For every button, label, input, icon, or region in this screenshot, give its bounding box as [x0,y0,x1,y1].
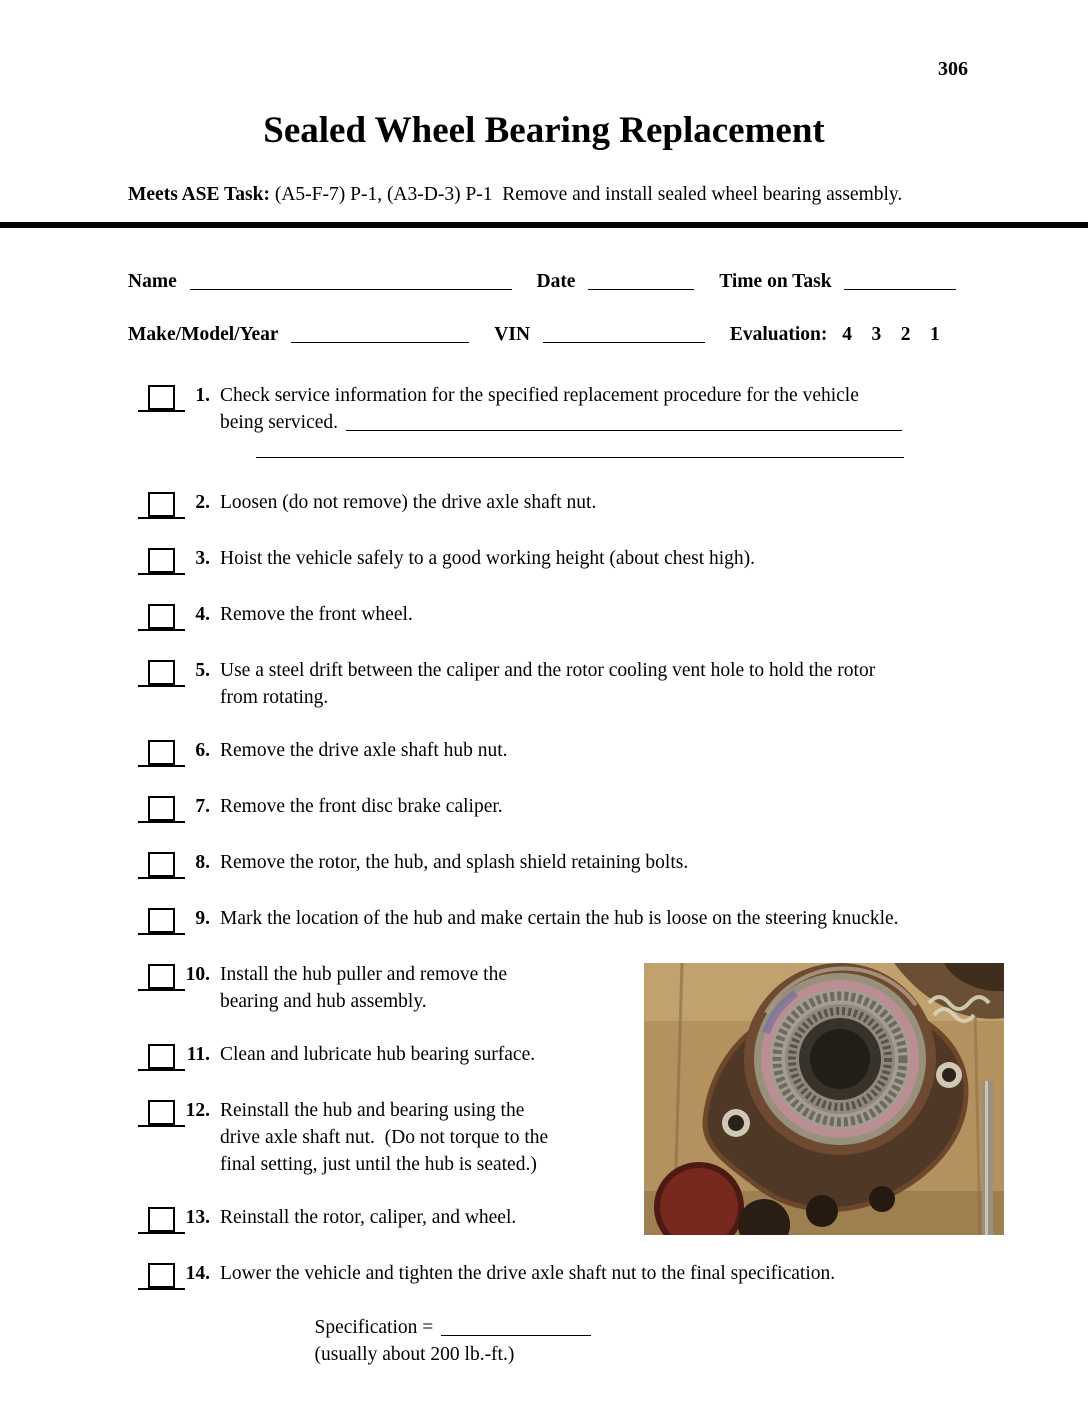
checkbox-icon [148,492,175,517]
checkbox-icon [148,1207,175,1232]
step-text-line: Remove the front disc brake caliper. [220,796,503,817]
step-text-line: Remove the drive axle shaft hub nut. [220,740,508,761]
make-model-year-label: Make/Model/Year [128,324,279,345]
step-row-3 [128,545,1004,575]
step-text-line: Use a steel drift between the caliper and the rotor cooling vent hole to hold the rotor [220,660,876,681]
step-row-1 [128,382,1004,463]
step-number: 13. [185,1207,210,1228]
step-row-13 [128,1204,1004,1234]
step-text [220,1041,1004,1068]
checkbox-icon [148,548,175,573]
checkbox-icon [148,385,175,410]
step-number: 14. [185,1263,210,1284]
step-row-11 [128,1041,1004,1071]
form-content [0,268,1088,1395]
ase-task-text: (A5-F-7) P-1, (A3-D-3) P-1 Remove and install sealed wheel bearing assembly. [274,184,903,205]
step-text [220,961,1004,1015]
time-on-task-label: Time on Task [719,271,832,292]
step-text [220,905,1004,932]
time-on-task-blank[interactable] [844,269,956,290]
checkbox-icon [148,908,175,933]
step-text [220,1097,1004,1178]
step-row-7 [128,793,1004,823]
evaluation-scores: 4 3 2 1 [842,324,940,345]
step-number: 8. [195,852,210,873]
step-text [220,657,1004,711]
step-number: 4. [195,604,210,625]
step-number: 9. [195,908,210,929]
step-number: 5. [195,660,210,681]
checkbox-icon [148,964,175,989]
step-number: 1. [195,385,210,406]
step-row-6 [128,737,1004,767]
step-text [220,489,1004,516]
step-text-line: Lower the vehicle and tighten the drive axle shaft nut to the final specification. [220,1263,836,1284]
page-number: 306 [938,58,968,80]
page-title: Sealed Wheel Bearing Replacement [263,110,825,151]
step-number: 12. [185,1100,210,1121]
step-text [220,545,1004,572]
checkbox-icon [148,740,175,765]
evaluation-label: Evaluation: [729,324,828,345]
step-row-8 [128,849,1004,879]
step-text [220,601,1004,628]
step-number: 11. [186,1044,210,1065]
step-text-line: from rotating. [220,687,329,708]
step-text [220,382,1004,463]
ase-task-line [0,181,1088,208]
step-number: 10. [185,964,210,985]
step-text-line: Reinstall the hub and bearing using the [220,1100,525,1121]
ase-task-label: Meets ASE Task: [128,184,270,205]
step-text [220,793,1004,820]
date-label: Date [536,271,576,292]
name-blank[interactable] [190,269,512,290]
form-row-vehicle [128,321,1004,348]
make-model-year-blank[interactable] [291,322,469,343]
checkbox-icon [148,660,175,685]
step-text-line: drive axle shaft nut. (Do not torque to the [220,1127,549,1148]
step-row-10 [128,961,1004,1015]
specification-blank[interactable] [441,1315,591,1336]
specification-label: Specification = [314,1317,434,1338]
step-number: 7. [195,796,210,817]
step-text-line: Mark the location of the hub and make certain the hub is loose on the steering knuckle. [220,908,899,929]
specification-hint: (usually about 200 lb.-ft.) [314,1344,515,1365]
name-label: Name [128,271,177,292]
divider-rule [0,222,1088,228]
step-row-4 [128,601,1004,631]
steps-list [128,382,1004,1395]
checkbox-icon [148,852,175,877]
step-row-14 [128,1260,1004,1395]
step-row-5 [128,657,1004,711]
fill-blank[interactable] [346,410,902,431]
form-row-identity [128,268,1004,295]
step-text-line: Hoist the vehicle safely to a good working height (about chest high). [220,548,756,569]
step-text-line: Install the hub puller and remove the [220,964,507,985]
vin-blank[interactable] [543,322,705,343]
step-text [220,1260,1004,1395]
date-blank[interactable] [588,269,694,290]
step-text-line: Loosen (do not remove) the drive axle shaft nut. [220,492,597,513]
checkbox-icon [148,1263,175,1288]
step-text-line: Reinstall the rotor, caliper, and wheel. [220,1207,517,1228]
step-text-line: final setting, just until the hub is seated.) [220,1154,537,1175]
checkbox-icon [148,604,175,629]
checkbox-icon [148,1100,175,1125]
fill-blank[interactable] [256,437,904,458]
step-number: 3. [195,548,210,569]
step-number: 2. [195,492,210,513]
step-row-12 [128,1097,1004,1178]
step-row-2 [128,489,1004,519]
step-text-line: bearing and hub assembly. [220,991,427,1012]
step-text-line: Check service information for the specified replacement procedure for the vehicle [220,385,859,406]
step-text [220,737,1004,764]
step-text-line: Remove the front wheel. [220,604,413,625]
step-text-line: Remove the rotor, the hub, and splash shield retaining bolts. [220,852,689,873]
checkbox-icon [148,796,175,821]
step-number: 6. [195,740,210,761]
step-text [220,849,1004,876]
step-text [220,1204,1004,1231]
step-text-line: Clean and lubricate hub bearing surface. [220,1044,536,1065]
checkbox-icon [148,1044,175,1069]
step-row-9 [128,905,1004,935]
step-text-line: being serviced. [220,412,339,433]
vin-label: VIN [494,324,531,345]
